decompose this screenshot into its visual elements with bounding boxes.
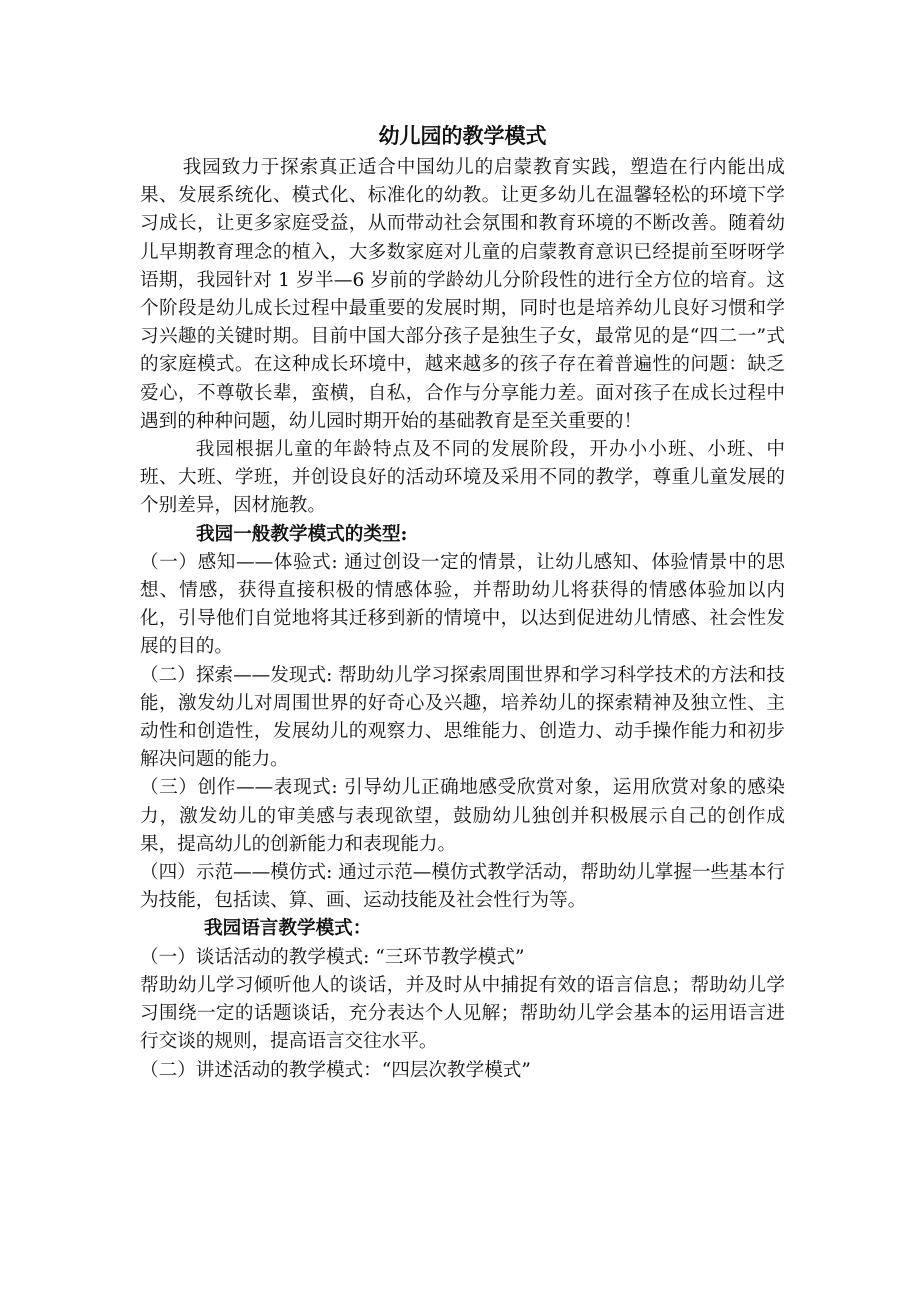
general-mode-item: （三）创作——表现式: 引导幼儿正确地感受欣赏对象，运用欣赏对象的感染力，激发幼儿的审美感与表现欲望，鼓励幼儿独创并积极展示自己的创作成果，提高幼儿的创新能力和表现能力。 [140,777,785,855]
language-modes-heading: 我园语言教学模式： [204,918,372,940]
general-modes-heading: 我园一般教学模式的类型: [196,523,408,545]
document-title: 幼儿园的教学模式 [378,123,547,148]
intro-paragraph: 我园致力于探索真正适合中国幼儿的启蒙教育实践，塑造在行内能出成果、发展系统化、模式化、标准化的幼教。让更多幼儿在温馨轻松的环境下学习成长，让更多家庭受益，从而带动社会氛围和教育环境的不断改善。随着幼儿早期教育理念的植入，大多数家庭对儿童的启蒙教育意识已经提前至呀呀学语期，我园针对 1 岁半—6 岁前的学龄幼儿分阶段性的进行全方位的培育。这个阶段是幼儿成长过程中最重要的发展时期，同时也是培养幼儿良好习惯和学习兴趣的关键时期。目前中国大部分孩子是独生子女，最常见的是“四二一”式的家庭模式。在这种成长环境中，越来越多的孩子存在着普遍性的问题：缺乏爱心，不尊敬长辈，蛮横，自私，合作与分享能力差。面对孩子在成长过程中遇到的种种问题，幼儿园时期开始的基础教育是至关重要的！ [140,157,785,432]
classes-paragraph: 我园根据儿童的年龄特点及不同的发展阶段，开办小小班、小班、中班、大班、学班，并创设良好的活动环境及采用不同的教学，尊重儿童发展的个别差异，因材施教。 [140,439,785,517]
general-mode-item: （四）示范——模仿式: 通过示范—模仿式教学活动，帮助幼儿掌握一些基本行为技能，包括读、算、画、运动技能及社会性行为等。 [140,862,785,912]
document-page [140,118,785,1085]
language-mode-item-title: （一）谈话活动的教学模式: “三环节教学模式” [140,946,525,968]
general-mode-item: （一）感知——体验式: 通过创设一定的情景，让幼儿感知、体验情景中的思想、情感，获得直接积极的情感体验，并帮助幼儿将获得的情感体验加以内化，引导他们自觉地将其迁移到新的情境中，以达到促进幼儿情感、社会性发展的目的。 [140,551,785,658]
general-mode-item: （二）探索——发现式: 帮助幼儿学习探索周围世界和学习科学技术的方法和技能，激发幼儿对周围世界的好奇心及兴趣，培养幼儿的探索精神及独立性、主动性和创造性，发展幼儿的观察力、思维能力、创造力、动手操作能力和初步解决问题的能力。 [140,664,785,771]
language-mode-item-title: （二）讲述活动的教学模式：“四层次教学模式” [140,1059,531,1081]
language-mode-item-body: 帮助幼儿学习倾听他人的谈话，并及时从中捕捉有效的语言信息；帮助幼儿学习围绕一定的话题谈话，充分表达个人见解；帮助幼儿学会基本的运用语言进行交谈的规则，提高语言交往水平。 [140,974,785,1053]
